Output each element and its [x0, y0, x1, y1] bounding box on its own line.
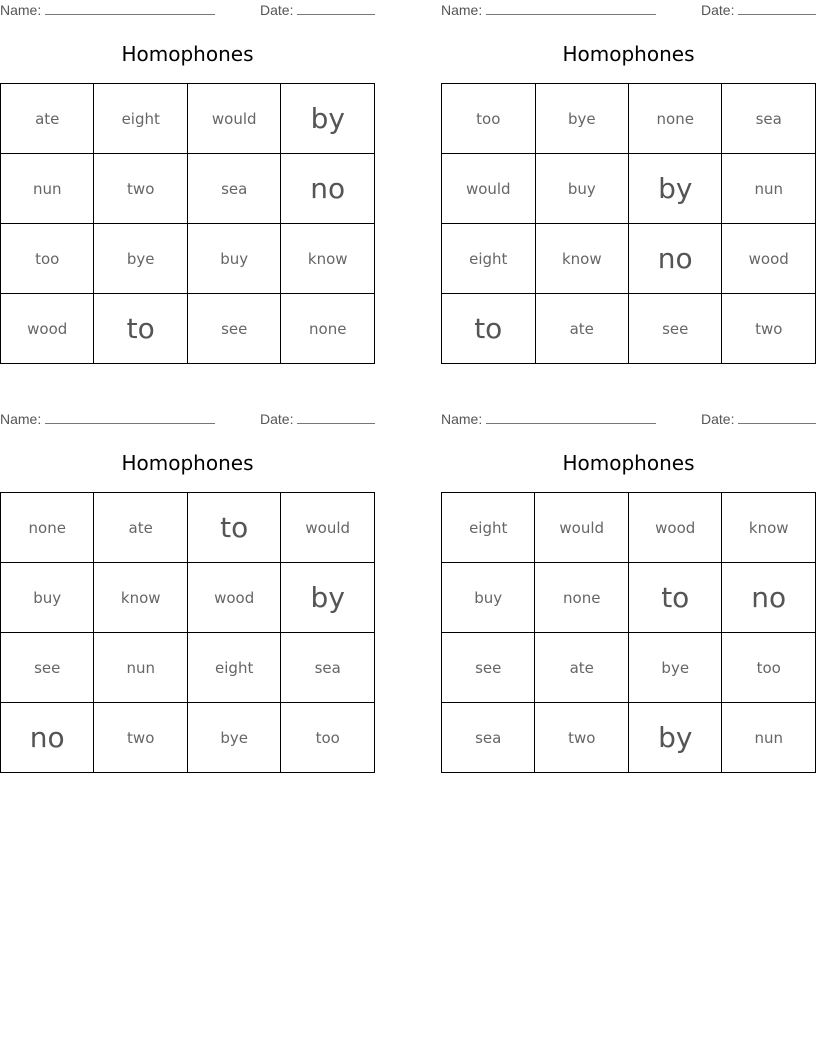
grid-row: [442, 154, 816, 224]
card-header: [441, 409, 816, 429]
grid-cell: two: [535, 703, 629, 773]
grid-row: [1, 563, 375, 633]
date-label: Date:: [260, 2, 294, 18]
grid-cell: would: [281, 493, 375, 563]
grid-row: [1, 294, 375, 364]
grid-cell: bye: [187, 703, 280, 773]
card-header: [441, 0, 816, 20]
card-title: Homophones: [121, 42, 254, 66]
name-field: [0, 411, 215, 427]
grid-cell: wood: [187, 563, 280, 633]
grid-cell: too: [442, 84, 536, 154]
grid-cell: nun: [1, 154, 94, 224]
card-title: Homophones: [562, 451, 695, 475]
grid-cell: sea: [442, 703, 535, 773]
grid-cell: too: [722, 633, 816, 703]
grid-cell: too: [281, 703, 375, 773]
grid-cell: nun: [722, 154, 816, 224]
date-field: [701, 411, 816, 427]
grid-cell: buy: [535, 154, 628, 224]
grid-cell: ate: [535, 633, 629, 703]
grid-row: [442, 294, 816, 364]
card-title: Homophones: [121, 451, 254, 475]
grid-cell: see: [187, 294, 281, 364]
grid-cell: none: [535, 563, 629, 633]
grid-cell: by: [629, 154, 722, 224]
grid-cell: by: [281, 563, 375, 633]
grid-cell: wood: [629, 493, 722, 563]
grid-cell: see: [1, 633, 94, 703]
date-field: [260, 411, 375, 427]
grid-cell: to: [187, 493, 280, 563]
date-blank[interactable]: [738, 2, 816, 15]
grid-cell: to: [94, 294, 187, 364]
grid-cell: eight: [187, 633, 280, 703]
grid-row: [442, 493, 816, 563]
grid-row: [1, 633, 375, 703]
grid-cell: nun: [94, 633, 187, 703]
grid-cell: to: [442, 294, 536, 364]
grid-cell: buy: [442, 563, 535, 633]
grid-row: [1, 84, 375, 154]
grid-cell: ate: [535, 294, 628, 364]
bingo-grid: [0, 83, 375, 364]
grid-cell: buy: [1, 563, 94, 633]
grid-cell: bye: [94, 224, 187, 294]
grid-cell: wood: [722, 224, 816, 294]
card-header: [0, 409, 375, 429]
grid-cell: by: [629, 703, 722, 773]
grid-row: [1, 224, 375, 294]
card-header: [0, 0, 375, 20]
name-field: [0, 2, 215, 18]
grid-cell: no: [722, 563, 816, 633]
name-blank[interactable]: [486, 411, 656, 424]
grid-cell: would: [442, 154, 536, 224]
name-blank[interactable]: [486, 2, 656, 15]
date-label: Date:: [260, 411, 294, 427]
grid-cell: nun: [722, 703, 816, 773]
grid-row: [1, 154, 375, 224]
bingo-grid: [441, 83, 816, 364]
date-label: Date:: [701, 2, 735, 18]
grid-cell: would: [187, 84, 281, 154]
bingo-card-3: [0, 409, 375, 754]
grid-cell: two: [722, 294, 816, 364]
grid-cell: know: [535, 224, 628, 294]
grid-cell: too: [1, 224, 94, 294]
name-label: Name:: [441, 411, 483, 427]
name-label: Name:: [0, 411, 42, 427]
grid-cell: know: [94, 563, 187, 633]
grid-row: [1, 703, 375, 773]
date-blank[interactable]: [297, 2, 375, 15]
grid-cell: know: [281, 224, 375, 294]
grid-cell: no: [629, 224, 722, 294]
grid-cell: to: [629, 563, 722, 633]
name-field: [441, 411, 656, 427]
grid-cell: sea: [187, 154, 281, 224]
date-field: [701, 2, 816, 18]
bingo-grid: [441, 492, 816, 773]
grid-row: [1, 493, 375, 563]
grid-cell: ate: [1, 84, 94, 154]
grid-cell: eight: [442, 224, 536, 294]
grid-cell: sea: [281, 633, 375, 703]
grid-cell: two: [94, 154, 187, 224]
grid-cell: none: [1, 493, 94, 563]
date-label: Date:: [701, 411, 735, 427]
grid-row: [442, 84, 816, 154]
grid-cell: eight: [94, 84, 187, 154]
grid-cell: eight: [442, 493, 535, 563]
bingo-card-1: [0, 0, 375, 345]
card-title: Homophones: [562, 42, 695, 66]
grid-cell: know: [722, 493, 816, 563]
grid-cell: see: [442, 633, 535, 703]
bingo-grid: [0, 492, 375, 773]
bingo-card-2: [441, 0, 816, 345]
grid-cell: bye: [535, 84, 628, 154]
grid-row: [442, 224, 816, 294]
grid-row: [442, 703, 816, 773]
grid-cell: buy: [187, 224, 281, 294]
name-blank[interactable]: [45, 2, 215, 15]
name-label: Name:: [0, 2, 42, 18]
grid-cell: none: [281, 294, 375, 364]
date-field: [260, 2, 375, 18]
name-blank[interactable]: [45, 411, 215, 424]
grid-cell: by: [281, 84, 375, 154]
grid-cell: see: [629, 294, 722, 364]
date-blank[interactable]: [297, 411, 375, 424]
grid-cell: no: [281, 154, 375, 224]
grid-cell: bye: [629, 633, 722, 703]
grid-row: [442, 563, 816, 633]
grid-cell: no: [1, 703, 94, 773]
grid-cell: would: [535, 493, 629, 563]
grid-row: [442, 633, 816, 703]
grid-cell: sea: [722, 84, 816, 154]
grid-cell: two: [94, 703, 187, 773]
grid-cell: none: [629, 84, 722, 154]
date-blank[interactable]: [738, 411, 816, 424]
name-label: Name:: [441, 2, 483, 18]
grid-cell: wood: [1, 294, 94, 364]
grid-cell: ate: [94, 493, 187, 563]
name-field: [441, 2, 656, 18]
bingo-card-4: [441, 409, 816, 754]
